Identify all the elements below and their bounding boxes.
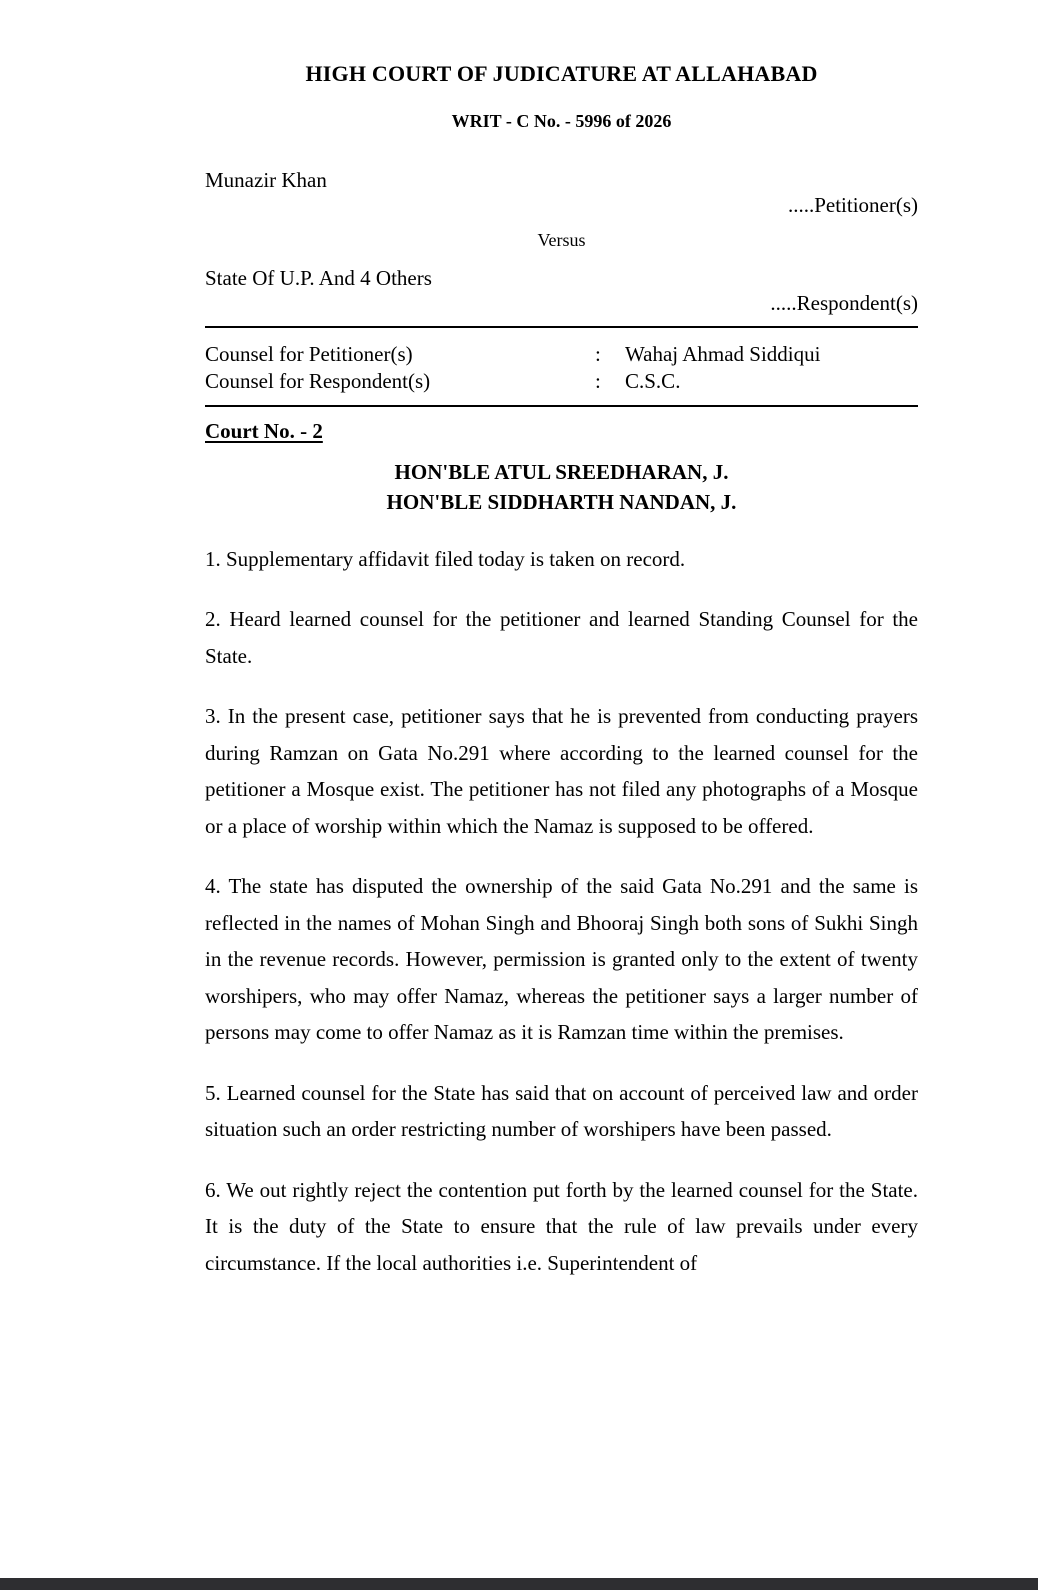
petitioner-label: .....Petitioner(s) xyxy=(787,193,918,218)
court-number: Court No. - 2 xyxy=(205,419,323,444)
counsel-petitioner-label: Counsel for Petitioner(s) xyxy=(205,342,413,367)
counsel-respondent-label: Counsel for Respondent(s) xyxy=(205,369,431,394)
respondent-label: .....Respondent(s) xyxy=(770,291,918,316)
petitioner-name: Munazir Khan xyxy=(205,168,327,192)
counsel-respondent-separator: : xyxy=(595,369,601,394)
order-paragraph-2: 2. Heard learned counsel for the petitioner and learned Standing Counsel for the State. xyxy=(205,607,918,668)
window-bottom-edge-bar xyxy=(0,1578,1038,1590)
counsel-section xyxy=(205,328,918,405)
case-number: WRIT - C No. - 5996 of 2026 xyxy=(451,110,672,131)
judge-name-2: HON'BLE SIDDHARTH NANDAN, J. xyxy=(386,489,737,514)
order-paragraph-6: 6. We out rightly reject the contention put forth by the learned counsel for the State. It is the duty of the State to ensure that the rule of law prevails under every circumstance. If the local authorities i.e. Superintendent of xyxy=(205,1177,918,1275)
divider-bottom xyxy=(205,405,918,407)
order-paragraph-5: 5. Learned counsel for the State has said that on account of perceived law and order situation such an order restricting number of worshipers have been passed. xyxy=(205,1080,918,1142)
versus-label: Versus xyxy=(537,230,586,251)
order-paragraph-1: 1. Supplementary affidavit filed today is taken on record. xyxy=(205,546,686,571)
judge-name-1: HON'BLE ATUL SREEDHARAN, J. xyxy=(394,459,729,484)
court-name-title: HIGH COURT OF JUDICATURE AT ALLAHABAD xyxy=(305,61,818,86)
counsel-petitioner-separator: : xyxy=(595,342,601,367)
counsel-respondent-value: C.S.C. xyxy=(625,369,681,394)
counsel-respondent-row xyxy=(205,368,918,395)
document-content xyxy=(205,0,918,1281)
counsel-petitioner-value: Wahaj Ahmad Siddiqui xyxy=(625,342,821,367)
respondent-name: State Of U.P. And 4 Others xyxy=(205,265,432,290)
counsel-petitioner-row xyxy=(205,341,918,368)
order-paragraph-3: 3. In the present case, petitioner says that he is prevented from conducting prayers during Ramzan on Gata No.291 where according to the learned counsel for the petitioner a Mosque exist. The petitioner has not filed any photographs of a Mosque or a place of worship within which the Namaz is supposed to be offered. xyxy=(205,704,918,838)
order-paragraph-4: 4. The state has disputed the ownership of the said Gata No.291 and the same is reflected in the names of Mohan Singh and Bhooraj Singh both sons of Sukhi Singh in the revenue records. However, permission is granted only to the extent of twenty worshipers, who may offer Namaz, whereas the petitioner says a larger number of persons may come to offer Namaz as it is Ramzan time within the premises. xyxy=(205,874,918,1045)
judges-block xyxy=(205,457,918,517)
